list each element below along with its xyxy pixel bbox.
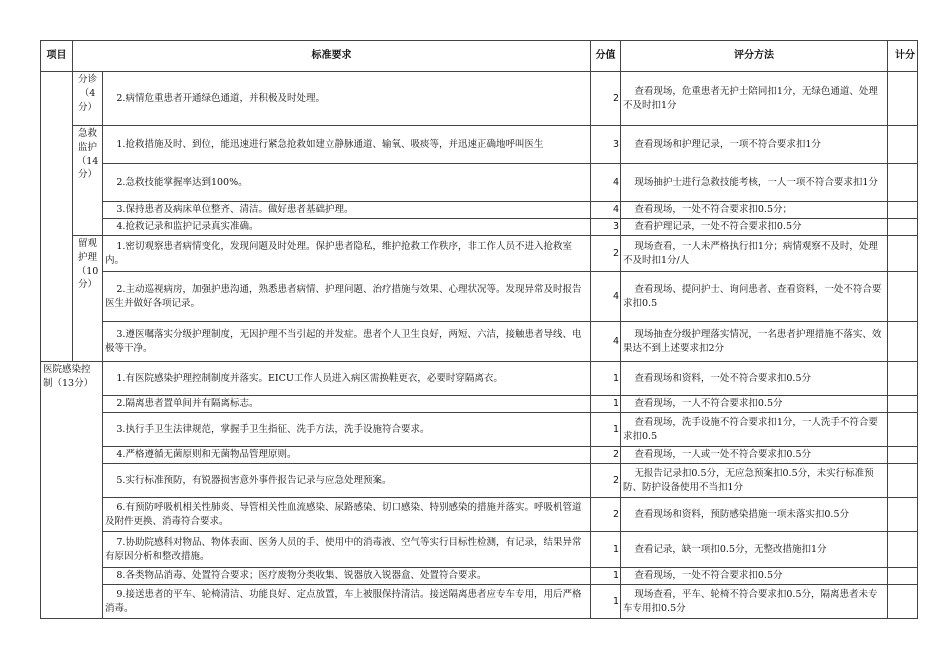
points-cell[interactable] (888, 498, 918, 532)
table-row (41, 464, 918, 498)
category-emergency: 急救监护（14分） (73, 126, 103, 236)
score-cell: 4 (591, 164, 621, 202)
table-row (41, 322, 918, 362)
requirement-cell: 3.保持患者及病床单位整齐、清洁。做好患者基础护理。 (103, 202, 591, 219)
score-cell: 2 (591, 236, 621, 272)
table-row (41, 447, 918, 464)
method-cell: 查看现场、提问护士、询问患者、查看资料，一处不符合要求扣0.5 (621, 272, 888, 322)
score-cell: 2 (591, 447, 621, 464)
method-cell: 无报告记录扣0.5分，无应急预案扣0.5分，未实行标准预防、防护设备使用不当扣1分 (621, 464, 888, 498)
table-row (41, 498, 918, 532)
method-cell: 查看现场，一处不符合要求扣0.5分 (621, 568, 888, 585)
requirement-cell: 1.有医院感染护理控制制度并落实。EICU工作人员进入病区需换鞋更衣，必要时穿隔离衣。 (103, 362, 591, 396)
requirement-cell: 2.隔离患者置单间并有隔离标志。 (103, 396, 591, 413)
requirement-cell: 3.遵医嘱落实分级护理制度，无因护理不当引起的并发症。患者个人卫生良好，两短、六洁，接触患者导线、电极等干净。 (103, 322, 591, 362)
points-cell[interactable] (888, 202, 918, 219)
method-cell: 查看现场，一处不符合要求扣0.5分； (621, 202, 888, 219)
method-cell: 查看现场，危重患者无护士陪同扣1分，无绿色通道、处理不及时扣1分 (621, 72, 888, 126)
points-cell[interactable] (888, 464, 918, 498)
requirement-cell: 8.各类物品消毒、处置符合要求；医疗废物分类收集、锐器放入锐器盒、处置符合要求。 (103, 568, 591, 585)
points-cell[interactable] (888, 532, 918, 568)
points-cell[interactable] (888, 164, 918, 202)
requirement-cell: 4.抢救记录和监护记录真实准确。 (103, 219, 591, 236)
table-row (41, 362, 918, 396)
points-cell[interactable] (888, 447, 918, 464)
table-row (41, 202, 918, 219)
method-cell: 现场抽查分级护理落实情况，一名患者护理措施不落实、效果达不到上述要求扣2分 (621, 322, 888, 362)
method-cell: 查看现场和护理记录，一项不符合要求扣1分 (621, 126, 888, 164)
header-method: 评分方法 (621, 41, 888, 72)
points-cell[interactable] (888, 219, 918, 236)
requirement-cell: 2.主动巡视病房，加强护患沟通，熟悉患者病情、护理问题、治疗措施与效果、心理状况等。发现异常及时报告医生并做好各项记录。 (103, 272, 591, 322)
score-cell: 2 (591, 72, 621, 126)
requirement-cell: 5.实行标准预防，有锐器损害意外事件报告记录与应急处理预案。 (103, 464, 591, 498)
method-cell: 查看记录，缺一项扣0.5分，无整改措施扣1分 (621, 532, 888, 568)
requirement-cell: 1.抢救措施及时、到位，能迅速进行紧急抢救如建立静脉通道、输氧、吸痰等，并迅速正确地呼叫医生 (103, 126, 591, 164)
project-cell-blank (41, 72, 73, 362)
requirement-cell: 2.急救技能掌握率达到100%。 (103, 164, 591, 202)
score-cell: 3 (591, 219, 621, 236)
points-cell[interactable] (888, 126, 918, 164)
header-standard: 标准要求 (73, 41, 591, 72)
table-row (41, 236, 918, 272)
score-cell: 3 (591, 126, 621, 164)
header-row (41, 41, 918, 72)
table-row (41, 568, 918, 585)
table-row (41, 532, 918, 568)
method-cell: 查看护理记录，一处不符合要求扣0.5分 (621, 219, 888, 236)
method-cell: 现场查看，一人未严格执行扣1分；病情观察不及时，处理不及时扣1分/人 (621, 236, 888, 272)
method-cell: 查看现场，一人或一处不符合要求扣0.5分 (621, 447, 888, 464)
score-cell: 1 (591, 396, 621, 413)
score-cell: 1 (591, 413, 621, 447)
points-cell[interactable] (888, 322, 918, 362)
scoring-table (40, 40, 918, 619)
category-infection: 医院感染控制（13分） (41, 362, 103, 619)
header-score: 分值 (591, 41, 621, 72)
points-cell[interactable] (888, 413, 918, 447)
table-row (41, 272, 918, 322)
requirement-cell: 4.严格遵循无菌原则和无菌物品管理原则。 (103, 447, 591, 464)
table-row (41, 396, 918, 413)
method-cell: 查看现场和资料，一处不符合要求扣0.5分 (621, 362, 888, 396)
method-cell: 查看现场和资料，预防感染措施一项未落实扣0.5分 (621, 498, 888, 532)
requirement-cell: 1.密切观察患者病情变化，发现问题及时处理。保护患者隐私，维护抢救工作秩序，非工作人员不进入抢救室内。 (103, 236, 591, 272)
method-cell: 现场查看，平车、轮椅不符合要求扣0.5分，隔离患者未专车专用扣0.5分 (621, 585, 888, 619)
requirement-cell: 3.执行手卫生法律规范，掌握手卫生指征、洗手方法，洗手设施符合要求。 (103, 413, 591, 447)
score-cell: 1 (591, 568, 621, 585)
points-cell[interactable] (888, 362, 918, 396)
score-cell: 1 (591, 585, 621, 619)
table-row (41, 413, 918, 447)
points-cell[interactable] (888, 72, 918, 126)
score-cell: 2 (591, 498, 621, 532)
scoring-sheet (40, 40, 917, 619)
score-cell: 2 (591, 464, 621, 498)
header-points: 计分 (888, 41, 918, 72)
method-cell: 现场抽护士进行急救技能考核，一人一项不符合要求扣1分 (621, 164, 888, 202)
table-row (41, 164, 918, 202)
requirement-cell: 2.病情危重患者开通绿色通道，并积极及时处理。 (103, 72, 591, 126)
score-cell: 4 (591, 202, 621, 219)
points-cell[interactable] (888, 568, 918, 585)
table-row (41, 219, 918, 236)
points-cell[interactable] (888, 272, 918, 322)
table-row (41, 585, 918, 619)
category-observation: 留观护理（10分） (73, 236, 103, 362)
requirement-cell: 7.协助院感科对物品、物体表面、医务人员的手、使用中的消毒液、空气等实行目标性检测，有记录，结果异常有原因分析和整改措施。 (103, 532, 591, 568)
category-triage: 分诊（4分） (73, 72, 103, 126)
score-cell: 1 (591, 362, 621, 396)
score-cell: 1 (591, 532, 621, 568)
points-cell[interactable] (888, 236, 918, 272)
method-cell: 查看现场，一人不符合要求扣0.5分 (621, 396, 888, 413)
points-cell[interactable] (888, 585, 918, 619)
method-cell: 查看现场，洗手设施不符合要求扣1分，一人洗手不符合要求扣0.5 (621, 413, 888, 447)
points-cell[interactable] (888, 396, 918, 413)
header-project: 项目 (41, 41, 73, 72)
table-row (41, 126, 918, 164)
requirement-cell: 9.接送患者的平车、轮椅清洁、功能良好、定点放置，车上被服保持清洁。接送隔离患者应专车专用，用后严格消毒。 (103, 585, 591, 619)
requirement-cell: 6.有预防呼吸机相关性肺炎、导管相关性血流感染、尿路感染、切口感染、特别感染的措施并落实。呼吸机管道及附件更换、消毒符合要求。 (103, 498, 591, 532)
score-cell: 4 (591, 322, 621, 362)
table-row (41, 72, 918, 126)
score-cell: 4 (591, 272, 621, 322)
